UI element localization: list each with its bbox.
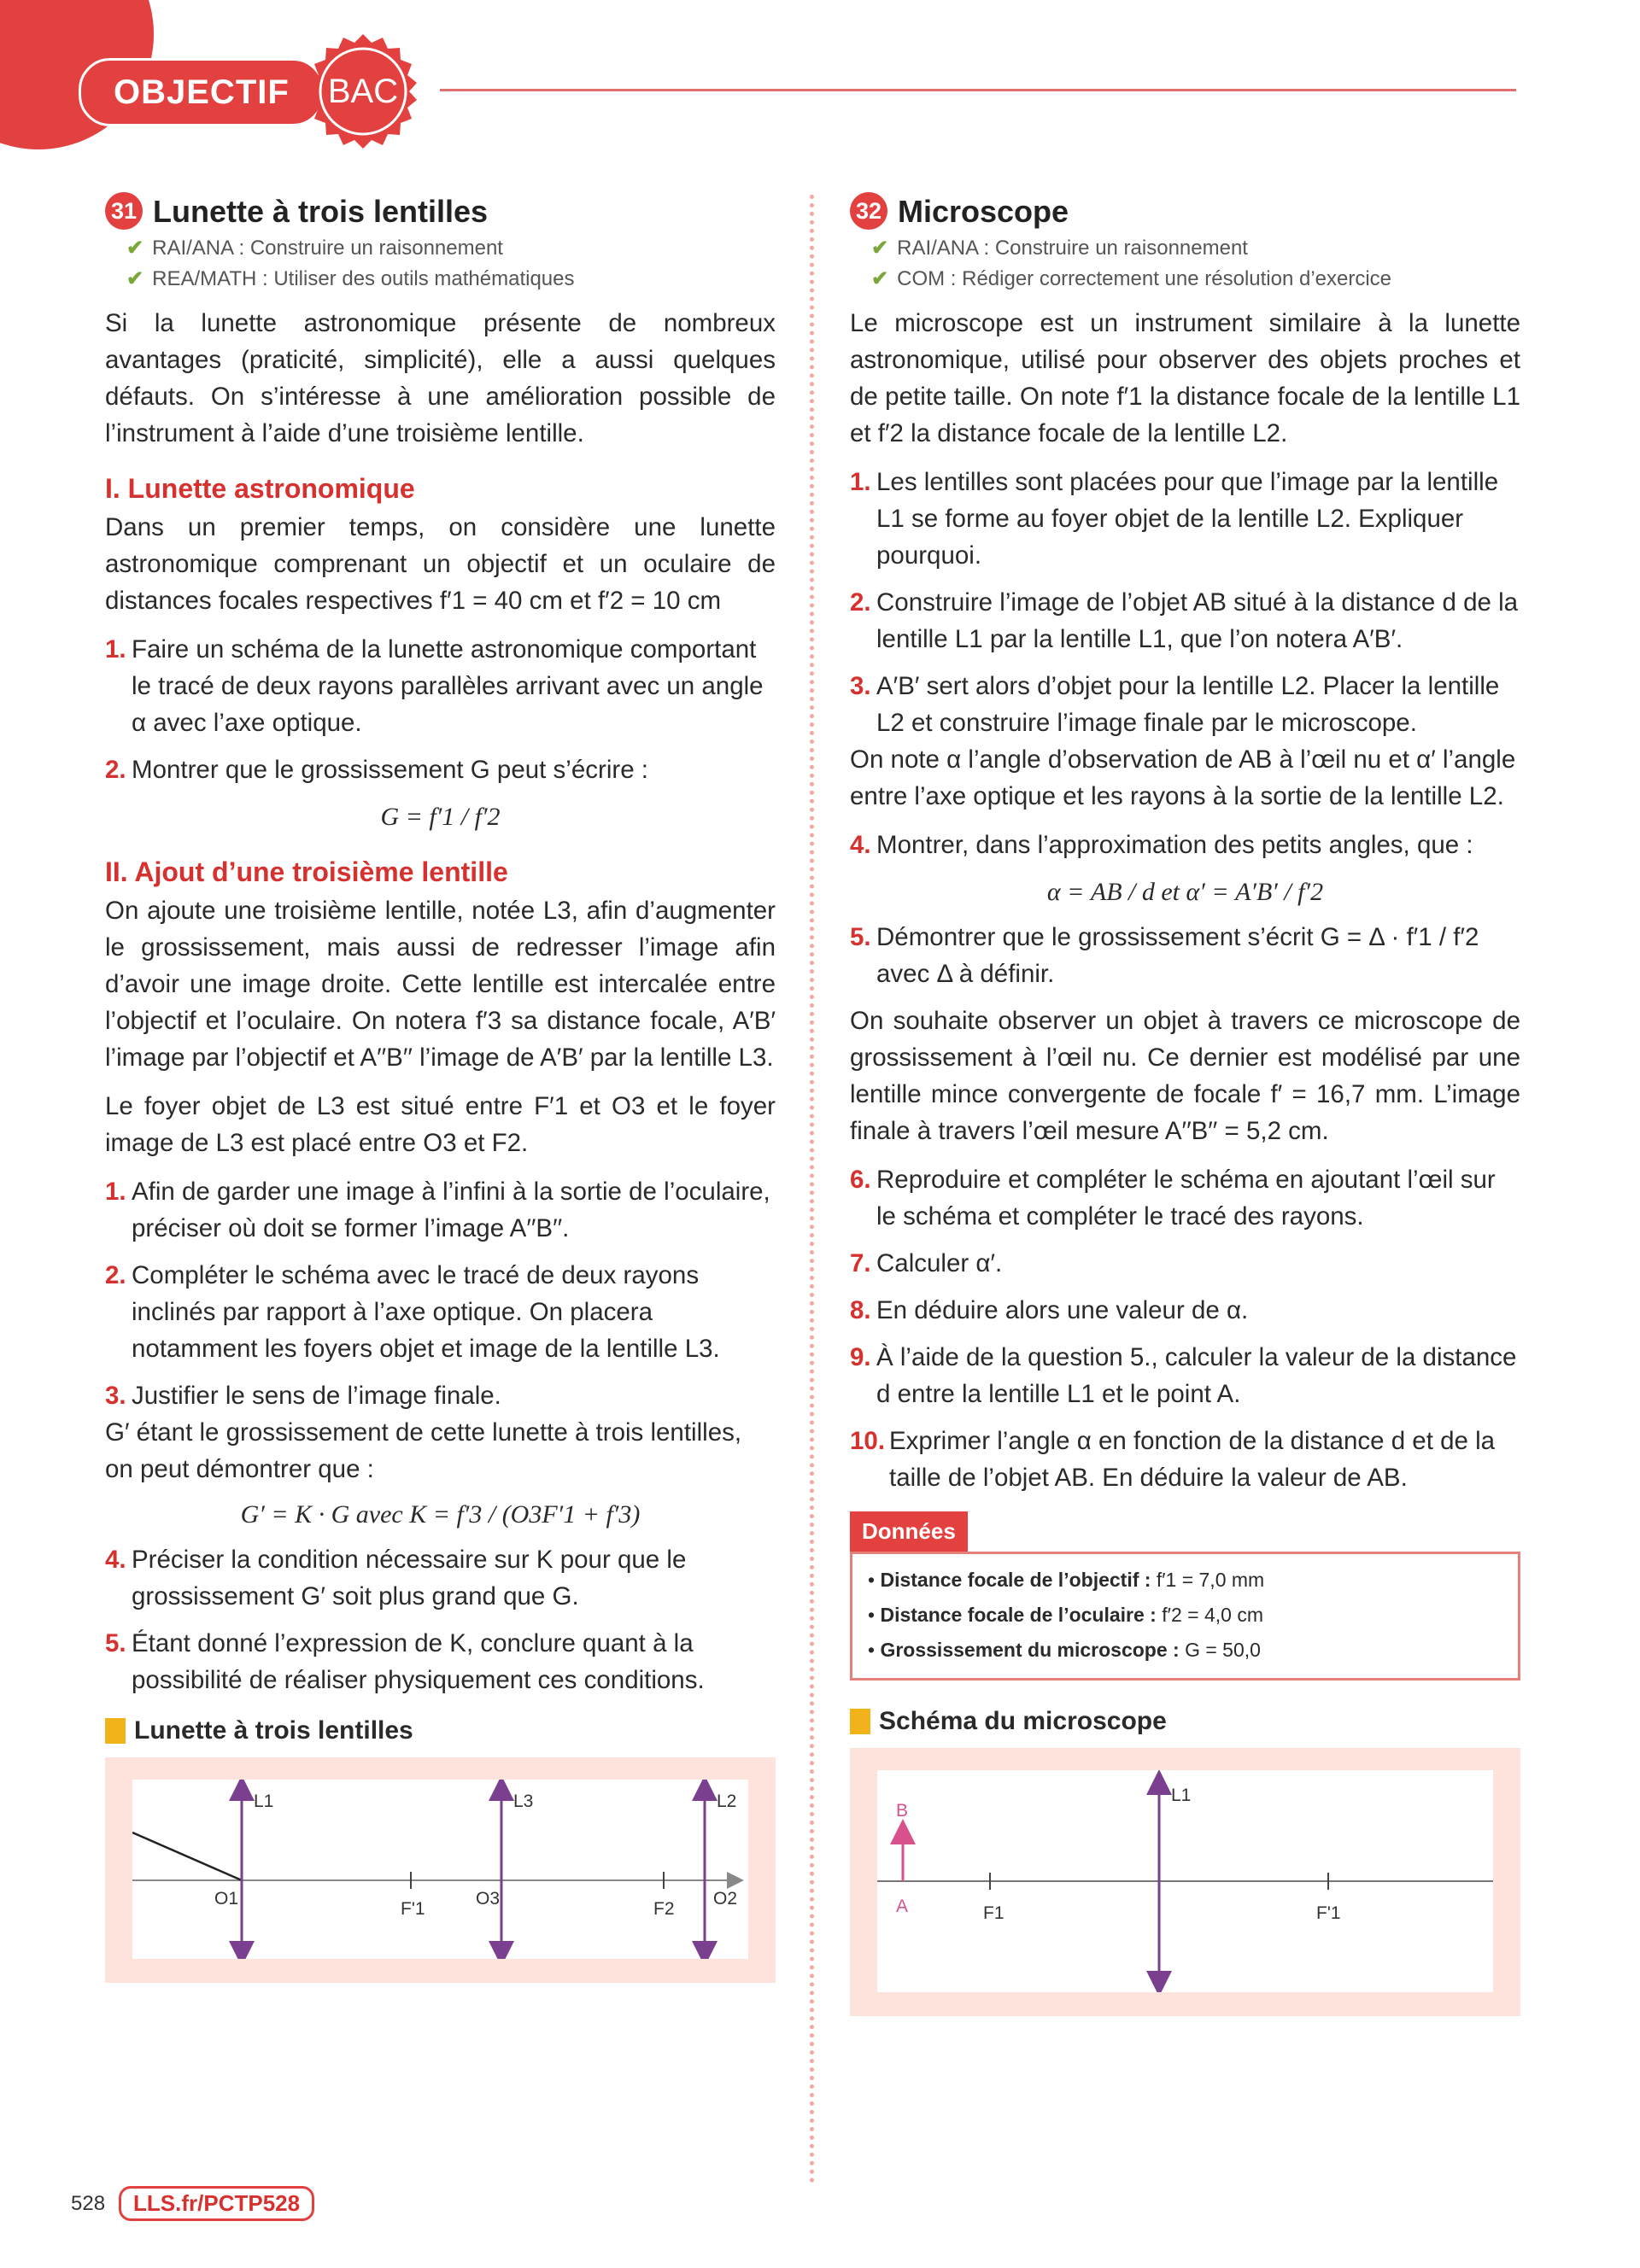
page-footer (71, 2186, 314, 2221)
question-2: 2. Montrer que le grossissement G peut s’écrire : (105, 756, 648, 784)
donnees-box (850, 1511, 1520, 1681)
question-4: 4. Montrer, dans l’approximation des petits angles, que : (850, 831, 1473, 859)
label-b: B (896, 1801, 909, 1821)
check-icon: ✔ (871, 237, 889, 260)
microscope-diagram (877, 1770, 1493, 1992)
section-text: On souhaite observer un objet à travers ce microscope de grossissement à l’œil nu. Ce dernier est modélisé par une lentille mince convergente de focale f′ = 16,7 mm. L’image finale à travers l’œil mesure A′′B′′ = 5,2 cm. (850, 1007, 1520, 1145)
skill-item: ✔ REA/MATH : Utiliser des outils mathématiques (126, 267, 575, 290)
question-1: 1. Faire un schéma de la lunette astronomique comportant le tracé de deux rayons parallèles arrivant avec un angle α avec l’axe optique. (105, 635, 764, 737)
label-f1: F1 (983, 1903, 1004, 1923)
donnees-label: Données (850, 1511, 968, 1552)
label-a: A (896, 1897, 909, 1916)
question-8: 8. En déduire alors une valeur de α. (850, 1296, 1249, 1324)
question-2: 2. Construire l’image de l’objet AB situé à la distance d de la lentille L1 par la lentille L1, que l’on notera A′B′. (850, 588, 1519, 653)
header-rule (440, 89, 1516, 91)
label-l2: L2 (717, 1792, 737, 1811)
formula-g: G = f′1 / f′2 (380, 803, 501, 831)
resource-link[interactable]: LLS.fr/PCTP528 (119, 2186, 314, 2221)
bac-label: BAC (327, 73, 399, 110)
exercise-title: Microscope (898, 193, 1069, 229)
bac-seal-icon (304, 32, 422, 150)
check-icon: ✔ (126, 237, 144, 260)
question-5: 5. Étant donné l’expression de K, conclure quant à la possibilité de réaliser physiquement ces conditions. (105, 1629, 705, 1694)
question-1: 1. Les lentilles sont placées pour que l’image par la lentille L1 se forme au foyer objet de la lentille L2. Expliquer pourquoi. (850, 468, 1499, 570)
donnees-item: • Distance focale de l’objectif : f′1 = 7,0 mm (868, 1569, 1265, 1591)
section-text: Dans un premier temps, on considère une lunette astronomique comprenant un objectif et un oculaire de distances focales respectives f′1 = 40 cm et f′2 = 10 cm (105, 513, 776, 615)
skill-item: ✔ RAI/ANA : Construire un raisonnement (126, 237, 503, 260)
intro-text: Le microscope est un instrument similaire à la lunette astronomique, utilisé pour observer des objets proches et de petite taille. On note f′1 la distance focale de la lentille L1 et f′2 la distance focale de la lentille L2. (850, 309, 1520, 447)
question-1: 1. Afin de garder une image à l’infini à la sortie de l’oculaire, préciser où doit se former l’image A′′B′′. (105, 1178, 770, 1242)
label-o1: O1 (214, 1889, 239, 1909)
donnees-list (850, 1552, 1520, 1681)
figure-marker (105, 1718, 126, 1744)
section-text: G′ étant le grossissement de cette lunette à trois lentilles, on peut démontrer que : (105, 1418, 742, 1483)
question-5: 5. Démontrer que le grossissement s’écrit G = Δ · f′1 / f′2 avec Δ à définir. (850, 923, 1479, 988)
label-l1: L1 (254, 1792, 274, 1811)
figure-title: Schéma du microscope (850, 1703, 1520, 1739)
skill-item: ✔ RAI/ANA : Construire un raisonnement (871, 237, 1248, 260)
page-number: 528 (71, 2191, 106, 2215)
question-3: 3. A′B′ sert alors d’objet pour la lentille L2. Placer la lentille L2 et construire l’image finale par le microscope. (850, 672, 1500, 737)
check-icon: ✔ (871, 267, 889, 290)
question-3: 3. Justifier le sens de l’image finale. (105, 1382, 501, 1410)
section-text: Le foyer objet de L3 est situé entre F′1 et O3 et le foyer image de L3 est placé entre O3 et F2. (105, 1092, 776, 1157)
question-2: 2. Compléter le schéma avec le tracé de deux rayons inclinés par rapport à l’axe optique. On placera notamment les foyers objet et image de la lentille L3. (105, 1261, 720, 1363)
label-f2: F2 (653, 1899, 675, 1919)
lunette-diagram (132, 1780, 748, 1959)
label-l3: L3 (513, 1792, 534, 1811)
label-o2: O2 (713, 1889, 738, 1909)
section-title: I. Lunette astronomique (105, 473, 415, 504)
donnees-item: • Distance focale de l’oculaire : f′2 = 4,0 cm (868, 1604, 1263, 1626)
label-fp1: F'1 (1316, 1903, 1341, 1923)
exercise-number: 32 (850, 192, 887, 230)
incident-ray (132, 1833, 242, 1880)
check-icon: ✔ (126, 267, 144, 290)
figure-marker (850, 1709, 870, 1734)
column-divider (810, 195, 814, 2184)
exercise-number: 31 (105, 192, 143, 230)
question-7: 7. Calculer α′. (850, 1249, 1003, 1277)
section-text: On ajoute une troisième lentille, notée L3, afin d’augmenter le grossissement, mais aussi de redresser l’image afin d’avoir une image droite. Cette lentille est intercalée entre l’objectif et l’oculaire. On notera f′3 sa distance focale, A′B′ l’image par l’objectif et A′′B′′ l’image de A′B′ par la lentille L3. (105, 897, 776, 1072)
question-9: 9. À l’aide de la question 5., calculer la valeur de la distance d entre la lentille L1 et le point A. (850, 1343, 1517, 1408)
label-o3: O3 (476, 1889, 501, 1909)
label-l1: L1 (1171, 1786, 1192, 1805)
figure-frame (850, 1748, 1520, 2016)
question-6: 6. Reproduire et compléter le schéma en ajoutant l’œil sur le schéma et compléter le tracé des rayons. (850, 1166, 1496, 1230)
section-text: On note α l’angle d’observation de AB à l’œil nu et α′ l’angle entre l’axe optique et les rayons à la sortie de la lentille L2. (850, 745, 1516, 810)
skill-item: ✔ COM : Rédiger correctement une résolution d’exercice (871, 267, 1392, 290)
exercise-31 (105, 192, 776, 1983)
formula-alpha: α = AB / d et α′ = A′B′ / f′2 (1046, 878, 1324, 906)
formula-k: G′ = K · G avec K = f′3 / (O3F′1 + f′3) (240, 1500, 641, 1529)
objectif-badge: OBJECTIF (79, 58, 325, 126)
figure-title: Lunette à trois lentilles (105, 1712, 776, 1749)
figure-frame (105, 1757, 776, 1983)
donnees-item: • Grossissement du microscope : G = 50,0 (868, 1639, 1261, 1661)
intro-text: Si la lunette astronomique présente de nombreux avantages (praticité, simplicité), elle a aussi quelques défauts. On s’intéresse à une amélioration possible de l’instrument à l’aide d’une troisième lentille. (105, 309, 776, 447)
question-10: 10. Exprimer l’angle α en fonction de la distance d et de la taille de l’objet AB. En déduire la valeur de AB. (850, 1427, 1496, 1492)
label-fp1: F'1 (401, 1899, 425, 1919)
section-title: II. Ajout d’une troisième lentille (105, 856, 508, 887)
exercise-32 (850, 192, 1520, 2016)
exercise-title: Lunette à trois lentilles (153, 193, 489, 229)
question-4: 4. Préciser la condition nécessaire sur K pour que le grossissement G′ soit plus grand que G. (105, 1546, 687, 1610)
